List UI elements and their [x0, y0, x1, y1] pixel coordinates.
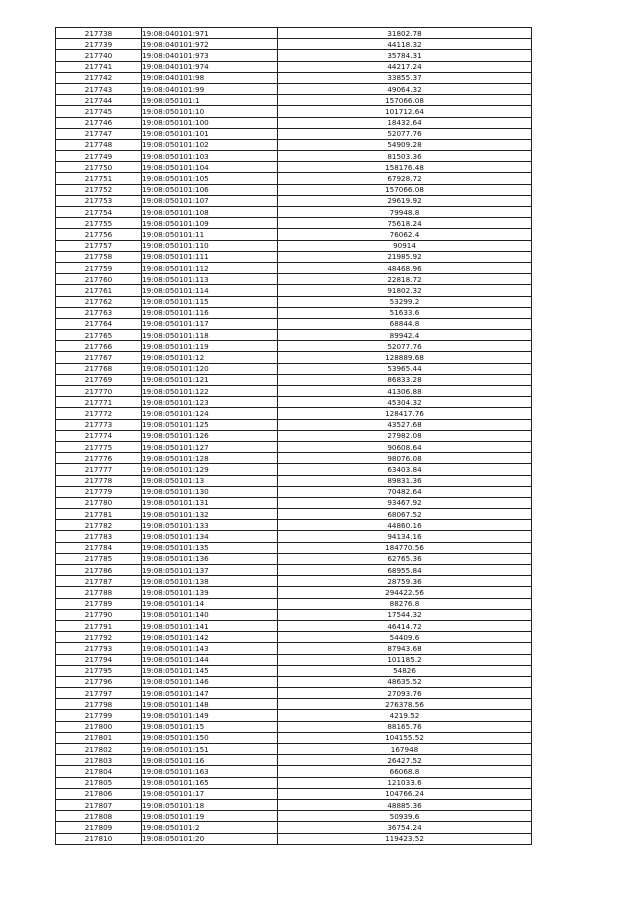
row-number-cell: 217808: [56, 811, 142, 822]
table-row: [56, 330, 532, 341]
row-number-cell: 217769: [56, 374, 142, 385]
value-cell: 89942.4: [278, 330, 532, 341]
cadastral-number-cell: 19:08:040101:971: [142, 28, 278, 39]
value-cell: 51633.6: [278, 307, 532, 318]
value-cell: 88276.8: [278, 598, 532, 609]
row-number-cell: 217761: [56, 285, 142, 296]
row-number-cell: 217740: [56, 50, 142, 61]
value-cell: 294422.56: [278, 587, 532, 598]
cadastral-number-cell: 19:08:050101:13: [142, 475, 278, 486]
row-number-cell: 217795: [56, 665, 142, 676]
value-cell: 52077.76: [278, 341, 532, 352]
table-row: [56, 464, 532, 475]
value-cell: 35784.31: [278, 50, 532, 61]
value-cell: 27982.08: [278, 430, 532, 441]
value-cell: 54826: [278, 665, 532, 676]
cadastral-number-cell: 19:08:050101:137: [142, 565, 278, 576]
row-number-cell: 217796: [56, 676, 142, 687]
cadastral-number-cell: 19:08:050101:119: [142, 341, 278, 352]
table-row: [56, 475, 532, 486]
value-cell: 45304.32: [278, 397, 532, 408]
value-cell: 89831.36: [278, 475, 532, 486]
table-row: [56, 688, 532, 699]
value-cell: 21985.92: [278, 251, 532, 262]
value-cell: 276378.56: [278, 699, 532, 710]
row-number-cell: 217800: [56, 721, 142, 732]
value-cell: 157066.08: [278, 95, 532, 106]
cadastral-number-cell: 19:08:050101:132: [142, 509, 278, 520]
table-row: [56, 643, 532, 654]
cadastral-number-cell: 19:08:040101:972: [142, 39, 278, 50]
row-number-cell: 217810: [56, 833, 142, 844]
table-row: [56, 654, 532, 665]
row-number-cell: 217753: [56, 195, 142, 206]
value-cell: 184770.56: [278, 542, 532, 553]
row-number-cell: 217752: [56, 184, 142, 195]
value-cell: 48885.36: [278, 799, 532, 810]
value-cell: 52077.76: [278, 128, 532, 139]
row-number-cell: 217764: [56, 318, 142, 329]
value-cell: 158176.48: [278, 162, 532, 173]
cadastral-number-cell: 19:08:050101:104: [142, 162, 278, 173]
cadastral-number-cell: 19:08:050101:130: [142, 486, 278, 497]
cadastral-number-cell: 19:08:050101:165: [142, 777, 278, 788]
table-row: [56, 72, 532, 83]
row-number-cell: 217770: [56, 386, 142, 397]
table-row: [56, 811, 532, 822]
value-cell: 104766.24: [278, 788, 532, 799]
row-number-cell: 217741: [56, 61, 142, 72]
row-number-cell: 217773: [56, 419, 142, 430]
row-number-cell: 217744: [56, 95, 142, 106]
value-cell: 17544.32: [278, 609, 532, 620]
table-row: [56, 609, 532, 620]
cadastral-number-cell: 19:08:050101:125: [142, 419, 278, 430]
row-number-cell: 217778: [56, 475, 142, 486]
value-cell: 128889.68: [278, 352, 532, 363]
table-row: [56, 744, 532, 755]
row-number-cell: 217754: [56, 207, 142, 218]
cadastral-number-cell: 19:08:050101:19: [142, 811, 278, 822]
cadastral-number-cell: 19:08:050101:123: [142, 397, 278, 408]
value-cell: 49064.32: [278, 83, 532, 94]
value-cell: 33855.37: [278, 72, 532, 83]
row-number-cell: 217763: [56, 307, 142, 318]
table-row: [56, 139, 532, 150]
table-row: [56, 520, 532, 531]
table-row: [56, 50, 532, 61]
cadastral-number-cell: 19:08:050101:103: [142, 151, 278, 162]
table-row: [56, 28, 532, 39]
table-row: [56, 788, 532, 799]
value-cell: 36754.24: [278, 822, 532, 833]
value-cell: 87943.68: [278, 643, 532, 654]
cadastral-number-cell: 19:08:050101:14: [142, 598, 278, 609]
row-number-cell: 217767: [56, 352, 142, 363]
row-number-cell: 217758: [56, 251, 142, 262]
table-row: [56, 419, 532, 430]
row-number-cell: 217759: [56, 262, 142, 273]
value-cell: 68067.52: [278, 509, 532, 520]
cadastral-number-cell: 19:08:050101:108: [142, 207, 278, 218]
table-row: [56, 721, 532, 732]
row-number-cell: 217802: [56, 744, 142, 755]
value-cell: 48635.52: [278, 676, 532, 687]
table-row: [56, 352, 532, 363]
table-row: [56, 251, 532, 262]
cadastral-number-cell: 19:08:050101:147: [142, 688, 278, 699]
table-row: [56, 408, 532, 419]
value-cell: 18432.64: [278, 117, 532, 128]
cadastral-number-cell: 19:08:050101:116: [142, 307, 278, 318]
row-number-cell: 217801: [56, 732, 142, 743]
row-number-cell: 217799: [56, 710, 142, 721]
row-number-cell: 217809: [56, 822, 142, 833]
cadastral-number-cell: 19:08:050101:110: [142, 240, 278, 251]
table-row: [56, 676, 532, 687]
row-number-cell: 217751: [56, 173, 142, 184]
cadastral-number-cell: 19:08:050101:126: [142, 430, 278, 441]
row-number-cell: 217785: [56, 553, 142, 564]
row-number-cell: 217806: [56, 788, 142, 799]
row-number-cell: 217746: [56, 117, 142, 128]
table-row: [56, 509, 532, 520]
cadastral-number-cell: 19:08:050101:113: [142, 274, 278, 285]
value-cell: 157066.08: [278, 184, 532, 195]
value-cell: 68955.84: [278, 565, 532, 576]
cadastral-number-cell: 19:08:050101:105: [142, 173, 278, 184]
table-row: [56, 453, 532, 464]
value-cell: 62765.36: [278, 553, 532, 564]
table-row: [56, 151, 532, 162]
value-cell: 93467.92: [278, 497, 532, 508]
table-row: [56, 162, 532, 173]
table-row: [56, 61, 532, 72]
value-cell: 90914: [278, 240, 532, 251]
value-cell: 81503.36: [278, 151, 532, 162]
cadastral-number-cell: 19:08:050101:127: [142, 441, 278, 452]
row-number-cell: 217784: [56, 542, 142, 553]
table-row: [56, 285, 532, 296]
value-cell: 101185.2: [278, 654, 532, 665]
row-number-cell: 217738: [56, 28, 142, 39]
table-row: [56, 833, 532, 844]
table-row: [56, 106, 532, 117]
value-cell: 50939.6: [278, 811, 532, 822]
cadastral-number-cell: 19:08:050101:145: [142, 665, 278, 676]
cadastral-number-cell: 19:08:050101:136: [142, 553, 278, 564]
table-row: [56, 341, 532, 352]
cadastral-number-cell: 19:08:050101:10: [142, 106, 278, 117]
cadastral-number-cell: 19:08:050101:114: [142, 285, 278, 296]
row-number-cell: 217782: [56, 520, 142, 531]
table-row: [56, 386, 532, 397]
value-cell: 76062.4: [278, 229, 532, 240]
cadastral-number-cell: 19:08:050101:115: [142, 296, 278, 307]
cadastral-number-cell: 19:08:050101:151: [142, 744, 278, 755]
table-row: [56, 296, 532, 307]
value-cell: 41306.88: [278, 386, 532, 397]
value-cell: 167948: [278, 744, 532, 755]
table-row: [56, 632, 532, 643]
table-row: [56, 710, 532, 721]
row-number-cell: 217771: [56, 397, 142, 408]
row-number-cell: 217775: [56, 441, 142, 452]
value-cell: 119423.52: [278, 833, 532, 844]
cadastral-number-cell: 19:08:050101:142: [142, 632, 278, 643]
value-cell: 28759.36: [278, 576, 532, 587]
row-number-cell: 217791: [56, 620, 142, 631]
table-row: [56, 699, 532, 710]
value-cell: 54409.6: [278, 632, 532, 643]
table-row: [56, 430, 532, 441]
table-row: [56, 39, 532, 50]
cadastral-number-cell: 19:08:040101:98: [142, 72, 278, 83]
cadastral-number-cell: 19:08:050101:109: [142, 218, 278, 229]
value-cell: 53299.2: [278, 296, 532, 307]
table-row: [56, 565, 532, 576]
value-cell: 79948.8: [278, 207, 532, 218]
cadastral-number-cell: 19:08:050101:101: [142, 128, 278, 139]
value-cell: 101712.64: [278, 106, 532, 117]
row-number-cell: 217794: [56, 654, 142, 665]
cadastral-number-cell: 19:08:050101:17: [142, 788, 278, 799]
cadastral-number-cell: 19:08:050101:140: [142, 609, 278, 620]
row-number-cell: 217768: [56, 363, 142, 374]
cadastral-number-cell: 19:08:050101:111: [142, 251, 278, 262]
value-cell: 26427.52: [278, 755, 532, 766]
row-number-cell: 217743: [56, 83, 142, 94]
table-row: [56, 620, 532, 631]
row-number-cell: 217779: [56, 486, 142, 497]
table-row: [56, 766, 532, 777]
cadastral-number-cell: 19:08:050101:141: [142, 620, 278, 631]
cadastral-number-cell: 19:08:050101:11: [142, 229, 278, 240]
row-number-cell: 217807: [56, 799, 142, 810]
value-cell: 31802.78: [278, 28, 532, 39]
row-number-cell: 217772: [56, 408, 142, 419]
row-number-cell: 217787: [56, 576, 142, 587]
value-cell: 4219.52: [278, 710, 532, 721]
cadastral-number-cell: 19:08:050101:135: [142, 542, 278, 553]
cadastral-number-cell: 19:08:050101:150: [142, 732, 278, 743]
data-table: [55, 27, 532, 845]
row-number-cell: 217805: [56, 777, 142, 788]
value-cell: 68844.8: [278, 318, 532, 329]
row-number-cell: 217750: [56, 162, 142, 173]
cadastral-number-cell: 19:08:050101:120: [142, 363, 278, 374]
value-cell: 46414.72: [278, 620, 532, 631]
table-row: [56, 218, 532, 229]
table-row: [56, 274, 532, 285]
table-row: [56, 128, 532, 139]
table-row: [56, 822, 532, 833]
cadastral-number-cell: 19:08:040101:973: [142, 50, 278, 61]
table-row: [56, 374, 532, 385]
cadastral-number-cell: 19:08:050101:18: [142, 799, 278, 810]
cadastral-number-cell: 19:08:050101:2: [142, 822, 278, 833]
table-row: [56, 486, 532, 497]
cadastral-number-cell: 19:08:050101:112: [142, 262, 278, 273]
value-cell: 67928.72: [278, 173, 532, 184]
row-number-cell: 217804: [56, 766, 142, 777]
value-cell: 98076.08: [278, 453, 532, 464]
cadastral-number-cell: 19:08:050101:106: [142, 184, 278, 195]
cadastral-number-cell: 19:08:050101:131: [142, 497, 278, 508]
table-row: [56, 318, 532, 329]
value-cell: 86833.28: [278, 374, 532, 385]
table-row: [56, 307, 532, 318]
cadastral-number-cell: 19:08:050101:102: [142, 139, 278, 150]
table-row: [56, 117, 532, 128]
cadastral-number-cell: 19:08:050101:139: [142, 587, 278, 598]
value-cell: 70482.64: [278, 486, 532, 497]
row-number-cell: 217760: [56, 274, 142, 285]
table-row: [56, 262, 532, 273]
table-row: [56, 665, 532, 676]
row-number-cell: 217765: [56, 330, 142, 341]
cadastral-number-cell: 19:08:050101:146: [142, 676, 278, 687]
table-row: [56, 397, 532, 408]
row-number-cell: 217793: [56, 643, 142, 654]
value-cell: 48468.96: [278, 262, 532, 273]
row-number-cell: 217739: [56, 39, 142, 50]
value-cell: 121033.6: [278, 777, 532, 788]
table-row: [56, 755, 532, 766]
cadastral-number-cell: 19:08:050101:20: [142, 833, 278, 844]
value-cell: 29619.92: [278, 195, 532, 206]
cadastral-number-cell: 19:08:040101:99: [142, 83, 278, 94]
row-number-cell: 217797: [56, 688, 142, 699]
value-cell: 44860.16: [278, 520, 532, 531]
row-number-cell: 217745: [56, 106, 142, 117]
cadastral-number-cell: 19:08:050101:148: [142, 699, 278, 710]
cadastral-number-cell: 19:08:050101:144: [142, 654, 278, 665]
table-row: [56, 497, 532, 508]
table-row: [56, 83, 532, 94]
row-number-cell: 217777: [56, 464, 142, 475]
cadastral-number-cell: 19:08:050101:117: [142, 318, 278, 329]
cadastral-number-cell: 19:08:050101:118: [142, 330, 278, 341]
value-cell: 94134.16: [278, 531, 532, 542]
cadastral-number-cell: 19:08:050101:138: [142, 576, 278, 587]
row-number-cell: 217789: [56, 598, 142, 609]
row-number-cell: 217798: [56, 699, 142, 710]
table-row: [56, 531, 532, 542]
cadastral-number-cell: 19:08:050101:100: [142, 117, 278, 128]
cadastral-number-cell: 19:08:050101:149: [142, 710, 278, 721]
row-number-cell: 217781: [56, 509, 142, 520]
table-row: [56, 207, 532, 218]
value-cell: 90608.64: [278, 441, 532, 452]
table-row: [56, 598, 532, 609]
row-number-cell: 217774: [56, 430, 142, 441]
cadastral-number-cell: 19:08:050101:12: [142, 352, 278, 363]
cadastral-number-cell: 19:08:050101:133: [142, 520, 278, 531]
row-number-cell: 217766: [56, 341, 142, 352]
table-row: [56, 229, 532, 240]
value-cell: 75618.24: [278, 218, 532, 229]
table-row: [56, 240, 532, 251]
cadastral-number-cell: 19:08:050101:129: [142, 464, 278, 475]
cadastral-number-cell: 19:08:050101:124: [142, 408, 278, 419]
row-number-cell: 217786: [56, 565, 142, 576]
table-row: [56, 576, 532, 587]
table-row: [56, 587, 532, 598]
table-row: [56, 542, 532, 553]
table-row: [56, 195, 532, 206]
row-number-cell: 217742: [56, 72, 142, 83]
value-cell: 63403.84: [278, 464, 532, 475]
cadastral-number-cell: 19:08:050101:1: [142, 95, 278, 106]
row-number-cell: 217780: [56, 497, 142, 508]
value-cell: 88165.76: [278, 721, 532, 732]
cadastral-number-cell: 19:08:050101:143: [142, 643, 278, 654]
table-row: [56, 95, 532, 106]
table-row: [56, 799, 532, 810]
table-body: [56, 28, 532, 845]
cadastral-number-cell: 19:08:050101:107: [142, 195, 278, 206]
cadastral-number-cell: 19:08:040101:974: [142, 61, 278, 72]
cadastral-number-cell: 19:08:050101:121: [142, 374, 278, 385]
row-number-cell: 217747: [56, 128, 142, 139]
value-cell: 54909.28: [278, 139, 532, 150]
value-cell: 128417.76: [278, 408, 532, 419]
cadastral-number-cell: 19:08:050101:163: [142, 766, 278, 777]
value-cell: 27093.76: [278, 688, 532, 699]
cadastral-number-cell: 19:08:050101:128: [142, 453, 278, 464]
table-row: [56, 173, 532, 184]
value-cell: 66068.8: [278, 766, 532, 777]
table-row: [56, 777, 532, 788]
table-row: [56, 441, 532, 452]
cadastral-number-cell: 19:08:050101:134: [142, 531, 278, 542]
row-number-cell: 217783: [56, 531, 142, 542]
row-number-cell: 217755: [56, 218, 142, 229]
table-row: [56, 553, 532, 564]
value-cell: 91802.32: [278, 285, 532, 296]
row-number-cell: 217803: [56, 755, 142, 766]
cadastral-number-cell: 19:08:050101:15: [142, 721, 278, 732]
row-number-cell: 217749: [56, 151, 142, 162]
row-number-cell: 217762: [56, 296, 142, 307]
row-number-cell: 217757: [56, 240, 142, 251]
cadastral-number-cell: 19:08:050101:122: [142, 386, 278, 397]
row-number-cell: 217748: [56, 139, 142, 150]
cadastral-number-cell: 19:08:050101:16: [142, 755, 278, 766]
table-row: [56, 363, 532, 374]
row-number-cell: 217790: [56, 609, 142, 620]
row-number-cell: 217788: [56, 587, 142, 598]
table-row: [56, 732, 532, 743]
row-number-cell: 217792: [56, 632, 142, 643]
value-cell: 44118.32: [278, 39, 532, 50]
value-cell: 104155.52: [278, 732, 532, 743]
row-number-cell: 217756: [56, 229, 142, 240]
value-cell: 44217.24: [278, 61, 532, 72]
value-cell: 22818.72: [278, 274, 532, 285]
value-cell: 43527.68: [278, 419, 532, 430]
row-number-cell: 217776: [56, 453, 142, 464]
table-row: [56, 184, 532, 195]
value-cell: 53965.44: [278, 363, 532, 374]
